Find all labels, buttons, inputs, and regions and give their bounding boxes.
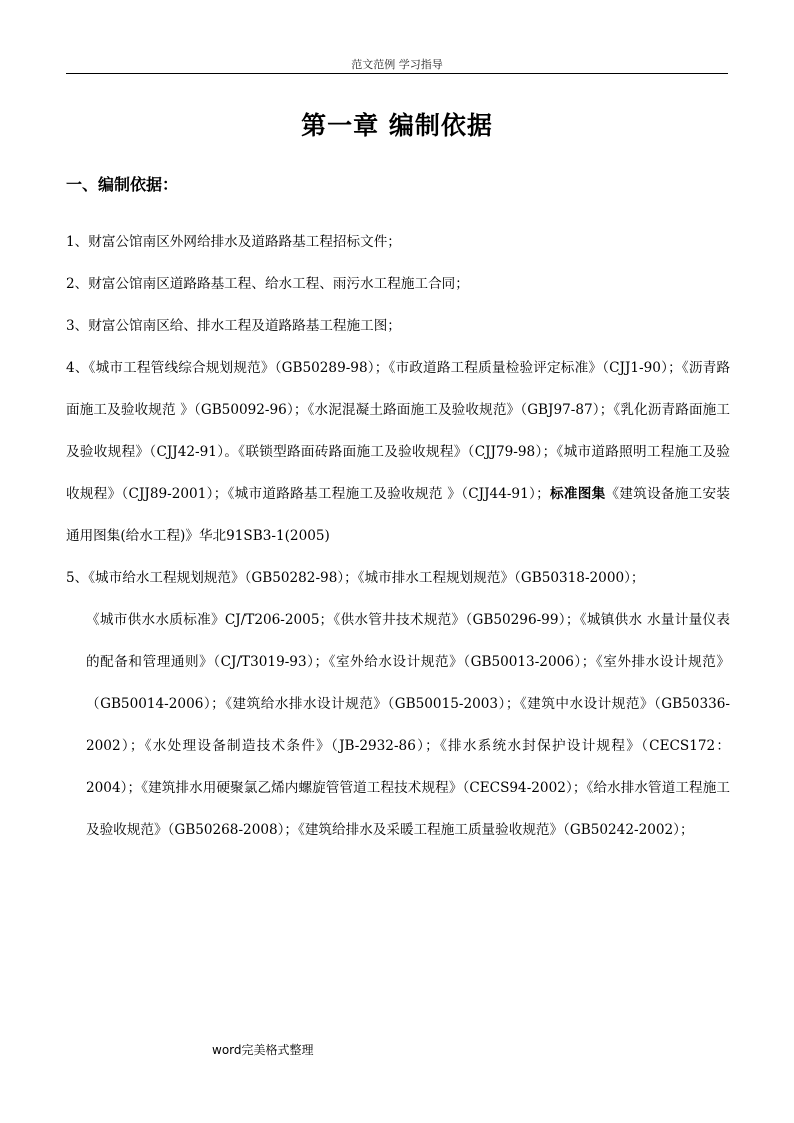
section-heading: 一、编制依据： <box>66 175 179 194</box>
chapter-title: 第一章 编制依据 <box>301 111 493 140</box>
list-item-4 <box>66 347 730 557</box>
list-item-1: 1、财富公馆南区外网给排水及道路路基工程招标文件； <box>66 234 401 250</box>
list-item-2: 2、财富公馆南区道路路基工程、给水工程、雨污水工程施工合同； <box>66 276 469 292</box>
header-divider <box>66 73 728 74</box>
list-item-3: 3、财富公馆南区给、排水工程及道路路基工程施工图； <box>66 318 401 334</box>
document-body <box>66 221 730 851</box>
page-footer: word完美格式整理 <box>212 1043 314 1057</box>
list-item-5-first: 5、《城市给水工程规划规范》（GB50282-98）；《城市排水工程规划规范》（GB50318-2000）； <box>66 570 645 586</box>
list-item-5 <box>66 557 730 851</box>
list-item-4-bold: 标准图集 <box>549 486 606 502</box>
list-item-5-rest: 《城市供水水质标准》CJ/T206-2005；《供水管井技术规范》（GB50296-99）；《城镇供水 水量计量仪表的配备和管理通则》（CJ/T3019-93）；《室外给水设计规范》（GB50013-2006）；《室外排水设计规范》（GB50014-2006）；《建筑给水排水设计规范》（GB50015-2003）；《建筑中水设计规范》（GB50336-2002）；《水处理设备制造技术条件》（JB-2932-86）；《排水系统水封保护设计规程》（CECS172：2004）；《建筑排水用硬聚氯乙烯内螺旋管管道工程技术规程》（CECS94-2002）；《给水排水管道工程施工及验收规范》（GB50268-2008）；《建筑给排水及采暖工程施工质量验收规范》（GB50242-2002）； <box>86 612 730 838</box>
list-item-4-text: 4、《城市工程管线综合规划规范》（GB50289-98）；《市政道路工程质量检验评定标准》（CJJ1-90）；《沥青路面施工及验收规范 》（GB50092-96）；《水泥混凝土路面施工及验收规范》（GBJ97-87）；《乳化沥青路面施工及验收规程》（CJJ42-91）。《联锁型路面砖路面施工及验收规程》（CJJ79-98）；《城市道路照明工程施工及验收规程》（CJJ89-2001）；《城市道路路基工程施工及验收规范 》（CJJ44-91）； <box>66 360 730 502</box>
page-header: 范文范例 学习指导 <box>351 58 443 71</box>
list-item-4-text-cont: 《建筑设备施工安装通用图集(给水工程)》华北91SB3-1(2005) <box>66 486 731 544</box>
